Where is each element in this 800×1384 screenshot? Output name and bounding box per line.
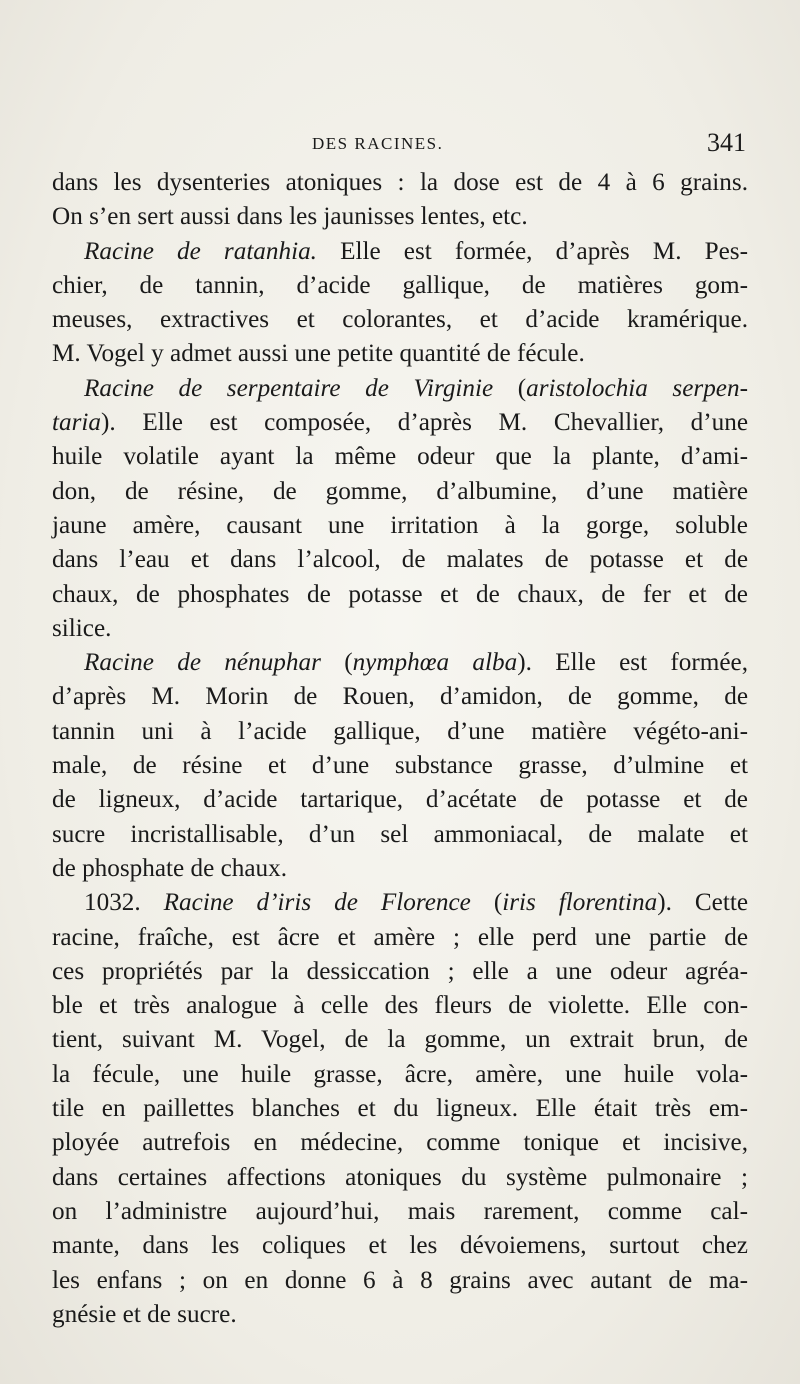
text-line (52, 1298, 748, 1332)
latin-name: iris florentina (502, 889, 658, 917)
text-run: on l’administre aujourd’hui, mais rarement, comme cal- (52, 1197, 748, 1225)
text-line (52, 509, 748, 543)
text-run: d’après M. Morin de Rouen, d’amidon, de gomme, de (52, 683, 748, 711)
text-run: M. Vogel y admet aussi une petite quantité de fécule. (52, 340, 585, 368)
text-run: silice. (52, 614, 112, 642)
text-run: don, de résine, de gomme, d’albumine, d’une matière (52, 477, 748, 505)
text-run: dans certaines affections atoniques du système pulmonaire ; (52, 1163, 748, 1191)
text-line (52, 612, 748, 646)
text-line (52, 1126, 748, 1160)
text-run: racine, fraîche, est âcre et amère ; elle perd une partie de (52, 923, 748, 951)
text-run: chier, de tannin, d’acide gallique, de matières gom- (52, 271, 748, 299)
text-run: ). Elle est composée, d’après M. Chevallier, d’une (101, 409, 748, 437)
text-run: dans les dysenteries atoniques : la dose est de 4 à 6 grains. (52, 169, 748, 196)
entry-title: Racine de nénuphar (84, 649, 321, 677)
text-line (52, 1161, 748, 1195)
entry-title: Racine de ratanhia. (84, 237, 317, 265)
latin-name: aristolochia serpen- (526, 374, 748, 402)
text-run: ( (493, 374, 527, 402)
text-run: la fécule, une huile grasse, âcre, amère, une huile vola- (52, 1060, 748, 1088)
text-line (52, 166, 748, 200)
text-run: meuses, extractives et colorantes, et d’acide kramérique. (52, 306, 748, 334)
text-run: On s’en sert aussi dans les jaunisses lentes, etc. (52, 203, 528, 231)
text-run: ( (320, 649, 353, 677)
text-line (52, 680, 748, 714)
paragraph-start-iris (52, 886, 748, 920)
text-line (52, 1092, 748, 1126)
text-line (52, 921, 748, 955)
text-line (52, 440, 748, 474)
text-run: gnésie et de sucre. (52, 1300, 237, 1328)
running-head: DES RACINES. (312, 134, 444, 153)
text-line (52, 818, 748, 852)
text-run: tile en paillettes blanches et du ligneux. Elle était très em- (52, 1095, 748, 1123)
text-run: huile volatile ayant la même odeur que la plante, d’ami- (52, 443, 748, 471)
text-line (52, 337, 748, 371)
text-line (52, 1264, 748, 1298)
page-number: 341 (707, 128, 746, 157)
text-line (52, 269, 748, 303)
text-run: de phosphate de chaux. (52, 854, 288, 882)
text-line (52, 543, 748, 577)
text-line (52, 406, 748, 440)
body-text (52, 166, 748, 1332)
text-run: de ligneux, d’acide tartarique, d’acétate de potasse et de (52, 786, 748, 814)
text-run: mante, dans les coliques et les dévoiemens, surtout chez (52, 1232, 748, 1260)
latin-name: nymphœa alba (352, 649, 518, 677)
text-line (52, 1058, 748, 1092)
text-line (52, 715, 748, 749)
text-line (52, 852, 748, 886)
text-run: ). Cette (657, 889, 749, 917)
text-run: ces propriétés par la dessiccation ; elle a une odeur agréa- (52, 957, 748, 985)
text-run: ). Elle est formée, (517, 649, 748, 677)
text-line (52, 955, 748, 989)
text-line (52, 749, 748, 783)
page-header (52, 128, 752, 158)
text-run: ble et très analogue à celle des fleurs de violette. Elle con- (52, 992, 748, 1020)
text-run: jaune amère, causant une irritation à la gorge, soluble (52, 511, 748, 539)
text-line (52, 783, 748, 817)
text-run: Elle est formée, d’après M. Pes- (316, 237, 748, 265)
text-run: tannin uni à l’acide gallique, d’une matière végéto-ani- (52, 717, 748, 745)
text-line (52, 578, 748, 612)
text-run: ( (470, 889, 503, 917)
text-run: dans l’eau et dans l’alcool, de malates de potasse et de (52, 546, 748, 574)
paragraph-start-nenuphar (52, 646, 748, 680)
entry-title: Racine de serpentaire de Virginie (84, 374, 494, 402)
text-line (52, 200, 748, 234)
paragraph-start-serpentaire (52, 372, 748, 406)
text-line (52, 1195, 748, 1229)
text-line (52, 303, 748, 337)
entry-title: Racine d’iris de Florence (163, 889, 471, 917)
text-run: ployée autrefois en médecine, comme tonique et incisive, (52, 1129, 748, 1157)
text-run: male, de résine et d’une substance grasse, d’ulmine et (52, 752, 748, 780)
section-number: 1032. (84, 889, 164, 917)
text-line (52, 989, 748, 1023)
text-run: les enfans ; on en donne 6 à 8 grains avec autant de ma- (52, 1266, 748, 1294)
text-run: tient, suivant M. Vogel, de la gomme, un extrait brun, de (52, 1026, 748, 1054)
text-line (52, 1229, 748, 1263)
text-line (52, 475, 748, 509)
latin-name: taria (52, 409, 101, 437)
text-line (52, 1023, 748, 1057)
text-run: chaux, de phosphates de potasse et de chaux, de fer et de (52, 580, 748, 608)
text-run: sucre incristallisable, d’un sel ammoniacal, de malate et (52, 820, 748, 848)
paragraph-start-ratanhia (52, 235, 748, 269)
